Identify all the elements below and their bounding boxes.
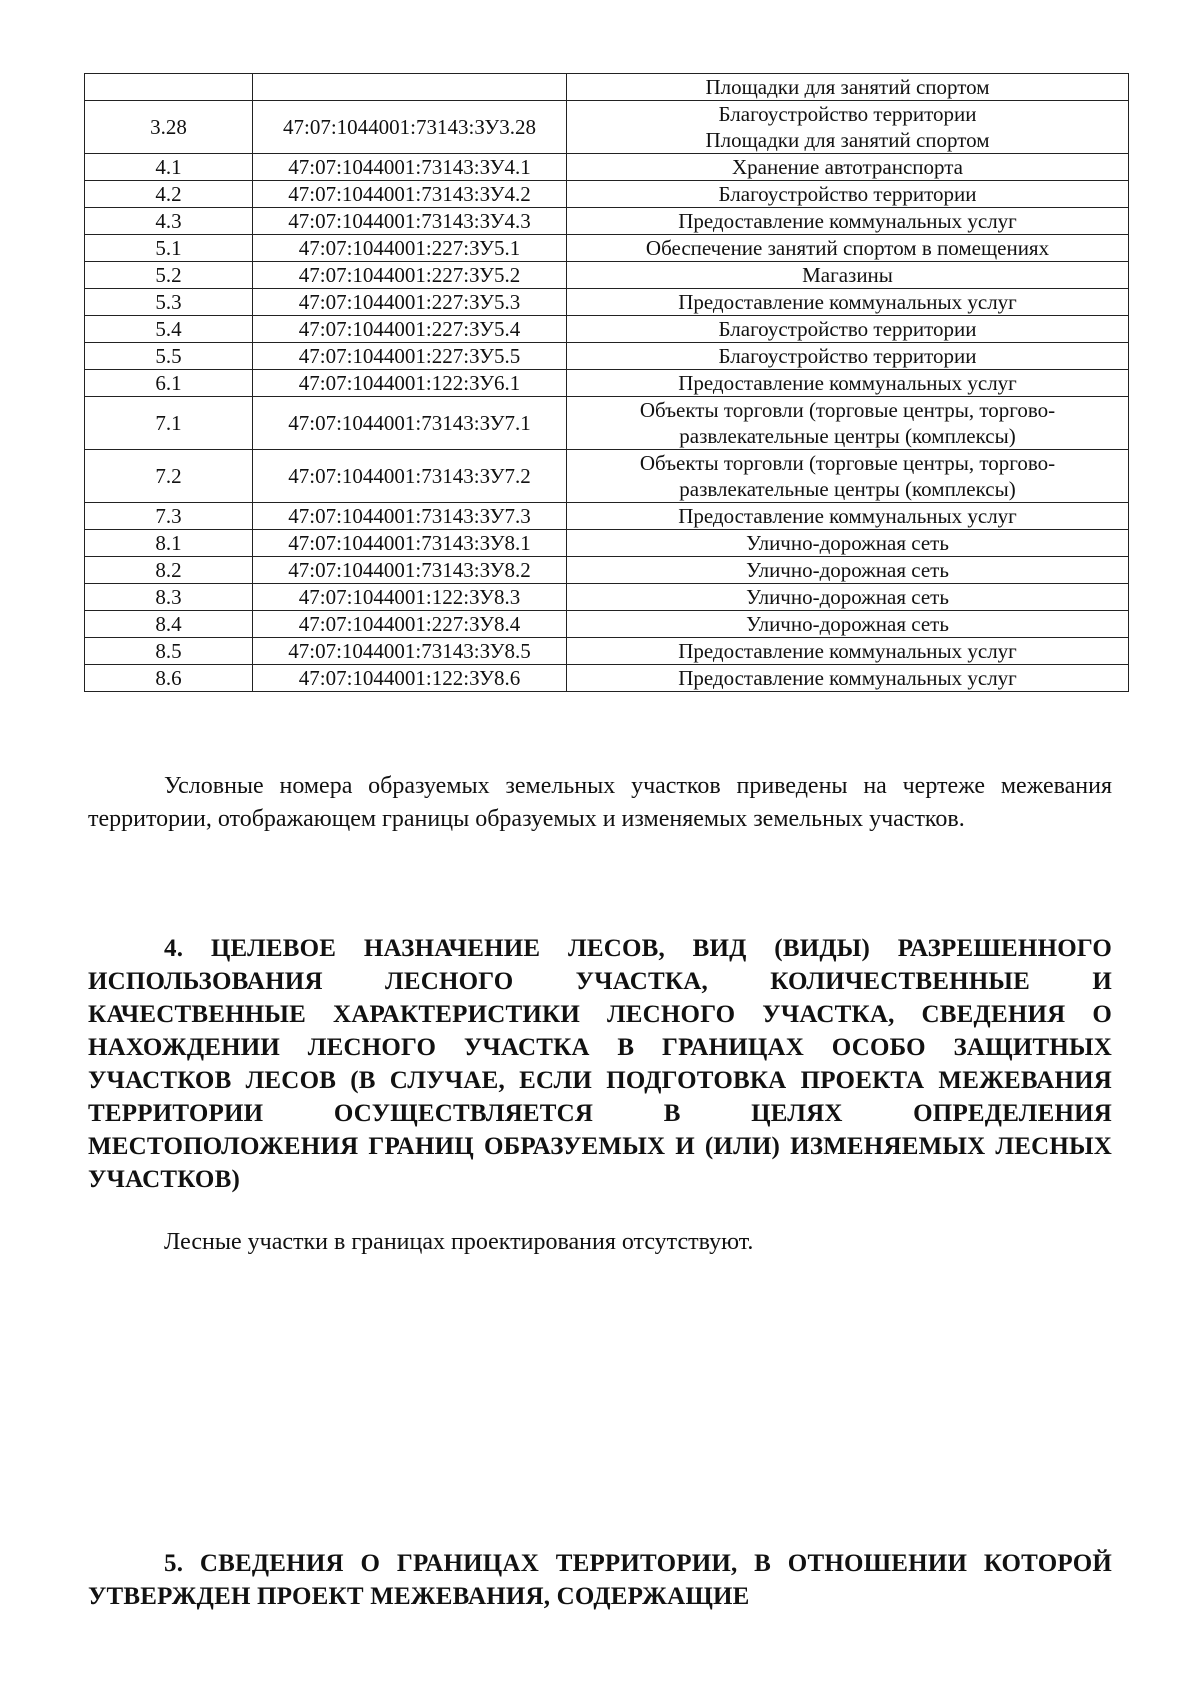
- permitted-use-line: Предоставление коммунальных услуг: [678, 504, 1017, 528]
- cadastral-number-cell: 47:07:1044001:227:ЗУ8.4: [253, 611, 567, 638]
- parcel-number-cell: 5.3: [85, 289, 253, 316]
- permitted-use-line: Предоставление коммунальных услуг: [678, 666, 1017, 690]
- permitted-use-cell: [567, 316, 1129, 343]
- permitted-use-line: Благоустройство территории: [718, 344, 977, 368]
- permitted-use-cell: [567, 262, 1129, 289]
- parcel-number-cell: 5.1: [85, 235, 253, 262]
- cadastral-number-cell: 47:07:1044001:227:ЗУ5.1: [253, 235, 567, 262]
- permitted-use-line: Благоустройство территории: [718, 182, 977, 206]
- permitted-use-cell: [567, 181, 1129, 208]
- parcel-number-cell: 8.6: [85, 665, 253, 692]
- cadastral-number-cell: 47:07:1044001:227:ЗУ5.2: [253, 262, 567, 289]
- permitted-use-cell: [567, 101, 1129, 154]
- parcel-number-cell: 3.28: [85, 101, 253, 154]
- table-row: [85, 74, 1129, 101]
- cadastral-number-cell: 47:07:1044001:73143:ЗУ8.2: [253, 557, 567, 584]
- permitted-use-line: Предоставление коммунальных услуг: [678, 371, 1017, 395]
- cadastral-number-cell: 47:07:1044001:73143:ЗУ8.5: [253, 638, 567, 665]
- permitted-use-line: Улично-дорожная сеть: [746, 558, 949, 582]
- table-row: [85, 101, 1129, 154]
- parcel-number-cell: 4.1: [85, 154, 253, 181]
- table-row: [85, 235, 1129, 262]
- table-row: [85, 584, 1129, 611]
- parcel-number-cell: 5.4: [85, 316, 253, 343]
- permitted-use-line: Площадки для занятий спортом: [705, 75, 990, 99]
- cadastral-number-cell: 47:07:1044001:73143:ЗУ8.1: [253, 530, 567, 557]
- table-row: [85, 289, 1129, 316]
- permitted-use-line: Улично-дорожная сеть: [746, 585, 949, 609]
- table-row: [85, 316, 1129, 343]
- permitted-use-line: Улично-дорожная сеть: [746, 612, 949, 636]
- parcel-number-cell: 8.4: [85, 611, 253, 638]
- permitted-use-cell: [567, 289, 1129, 316]
- permitted-use-line: Улично-дорожная сеть: [746, 531, 949, 555]
- permitted-use-cell: [567, 235, 1129, 262]
- parcel-number-cell: 7.2: [85, 450, 253, 503]
- parcel-number-cell: 6.1: [85, 370, 253, 397]
- permitted-use-line: Предоставление коммунальных услуг: [678, 290, 1017, 314]
- cadastral-number-cell: 47:07:1044001:122:ЗУ8.3: [253, 584, 567, 611]
- section-4-body: Лесные участки в границах проектирования отсутствуют.: [164, 1229, 754, 1255]
- parcel-number-cell: 8.2: [85, 557, 253, 584]
- parcel-number-cell: 4.3: [85, 208, 253, 235]
- permitted-use-cell: [567, 370, 1129, 397]
- permitted-use-line: Объекты торговли (торговые центры, торгово-: [639, 398, 1056, 422]
- permitted-use-cell: [567, 530, 1129, 557]
- permitted-use-cell: [567, 450, 1129, 503]
- cadastral-number-cell: 47:07:1044001:73143:ЗУ7.1: [253, 397, 567, 450]
- table-row: [85, 208, 1129, 235]
- parcel-number-cell: 5.2: [85, 262, 253, 289]
- parcel-number-cell: 7.3: [85, 503, 253, 530]
- land-parcels-table: [84, 73, 1129, 692]
- permitted-use-line: развлекательные центры (комплексы): [679, 477, 1016, 501]
- parcel-number-cell: 8.1: [85, 530, 253, 557]
- table-row: [85, 665, 1129, 692]
- parcel-number-cell: 8.5: [85, 638, 253, 665]
- land-parcels-table-body: [85, 74, 1129, 692]
- parcel-number-cell: 5.5: [85, 343, 253, 370]
- permitted-use-cell: [567, 503, 1129, 530]
- permitted-use-cell: [567, 397, 1129, 450]
- parcel-number-cell: 8.3: [85, 584, 253, 611]
- table-row: [85, 638, 1129, 665]
- permitted-use-line: Благоустройство территории: [718, 317, 977, 341]
- permitted-use-line: Предоставление коммунальных услуг: [678, 209, 1017, 233]
- permitted-use-cell: [567, 665, 1129, 692]
- permitted-use-line: Магазины: [802, 263, 893, 287]
- cadastral-number-cell: 47:07:1044001:73143:ЗУ7.2: [253, 450, 567, 503]
- cadastral-number-cell: 47:07:1044001:73143:ЗУ3.28: [253, 101, 567, 154]
- cadastral-number-cell: 47:07:1044001:73143:ЗУ4.3: [253, 208, 567, 235]
- table-row: [85, 343, 1129, 370]
- cadastral-number-cell: 47:07:1044001:73143:ЗУ4.1: [253, 154, 567, 181]
- table-row: [85, 530, 1129, 557]
- table-row: [85, 370, 1129, 397]
- table-row: [85, 397, 1129, 450]
- parcel-number-cell: 7.1: [85, 397, 253, 450]
- table-row: [85, 503, 1129, 530]
- permitted-use-cell: [567, 584, 1129, 611]
- cadastral-number-cell: 47:07:1044001:122:ЗУ6.1: [253, 370, 567, 397]
- cadastral-number-cell: 47:07:1044001:227:ЗУ5.3: [253, 289, 567, 316]
- table-row: [85, 611, 1129, 638]
- permitted-use-cell: [567, 208, 1129, 235]
- permitted-use-line: Обеспечение занятий спортом в помещениях: [645, 236, 1050, 260]
- table-row: [85, 557, 1129, 584]
- parcel-numbers-note: Условные номера образуемых земельных участков приведены на чертеже межевания территории, отображающем границы образуемых и изменяемых земельных участков.: [88, 773, 1112, 832]
- cadastral-number-cell: [253, 74, 567, 101]
- table-row: [85, 181, 1129, 208]
- parcel-number-cell: [85, 74, 253, 101]
- permitted-use-line: Объекты торговли (торговые центры, торгово-: [639, 451, 1056, 475]
- table-row: [85, 154, 1129, 181]
- parcel-number-cell: 4.2: [85, 181, 253, 208]
- permitted-use-line: развлекательные центры (комплексы): [679, 424, 1016, 448]
- permitted-use-line: Благоустройство территории: [718, 102, 977, 126]
- permitted-use-line: Площадки для занятий спортом: [705, 128, 990, 152]
- cadastral-number-cell: 47:07:1044001:227:ЗУ5.4: [253, 316, 567, 343]
- permitted-use-cell: [567, 154, 1129, 181]
- permitted-use-cell: [567, 611, 1129, 638]
- permitted-use-line: Хранение автотранспорта: [732, 155, 963, 179]
- permitted-use-cell: [567, 343, 1129, 370]
- table-row: [85, 262, 1129, 289]
- cadastral-number-cell: 47:07:1044001:227:ЗУ5.5: [253, 343, 567, 370]
- permitted-use-cell: [567, 638, 1129, 665]
- permitted-use-cell: [567, 557, 1129, 584]
- cadastral-number-cell: 47:07:1044001:73143:ЗУ7.3: [253, 503, 567, 530]
- cadastral-number-cell: 47:07:1044001:122:ЗУ8.6: [253, 665, 567, 692]
- cadastral-number-cell: 47:07:1044001:73143:ЗУ4.2: [253, 181, 567, 208]
- section-4-heading: 4. ЦЕЛЕВОЕ НАЗНАЧЕНИЕ ЛЕСОВ, ВИД (ВИДЫ) РАЗРЕШЕННОГО ИСПОЛЬЗОВАНИЯ ЛЕСНОГО УЧАСТКА, КОЛИЧЕСТВЕННЫЕ И КАЧЕСТВЕННЫЕ ХАРАКТЕРИСТИКИ ЛЕСНОГО УЧАСТКА, СВЕДЕНИЯ О НАХОЖДЕНИИ ЛЕСНОГО УЧАСТКА В ГРАНИЦАХ ОСОБО ЗАЩИТНЫХ УЧАСТКОВ ЛЕСОВ (В СЛУЧАЕ, ЕСЛИ ПОДГОТОВКА ПРОЕКТА МЕЖЕВАНИЯ ТЕРРИТОРИИ ОСУЩЕСТВЛЯЕТСЯ В ЦЕЛЯХ ОПРЕДЕЛЕНИЯ МЕСТОПОЛОЖЕНИЯ ГРАНИЦ ОБРАЗУЕМЫХ И (ИЛИ) ИЗМЕНЯЕМЫХ ЛЕСНЫХ УЧАСТКОВ): [88, 935, 1112, 1193]
- table-row: [85, 450, 1129, 503]
- section-5-heading: 5. СВЕДЕНИЯ О ГРАНИЦАХ ТЕРРИТОРИИ, В ОТНОШЕНИИ КОТОРОЙ УТВЕРЖДЕН ПРОЕКТ МЕЖЕВАНИЯ, СОДЕРЖАЩИЕ: [88, 1550, 1112, 1610]
- permitted-use-cell: [567, 74, 1129, 101]
- permitted-use-line: Предоставление коммунальных услуг: [678, 639, 1017, 663]
